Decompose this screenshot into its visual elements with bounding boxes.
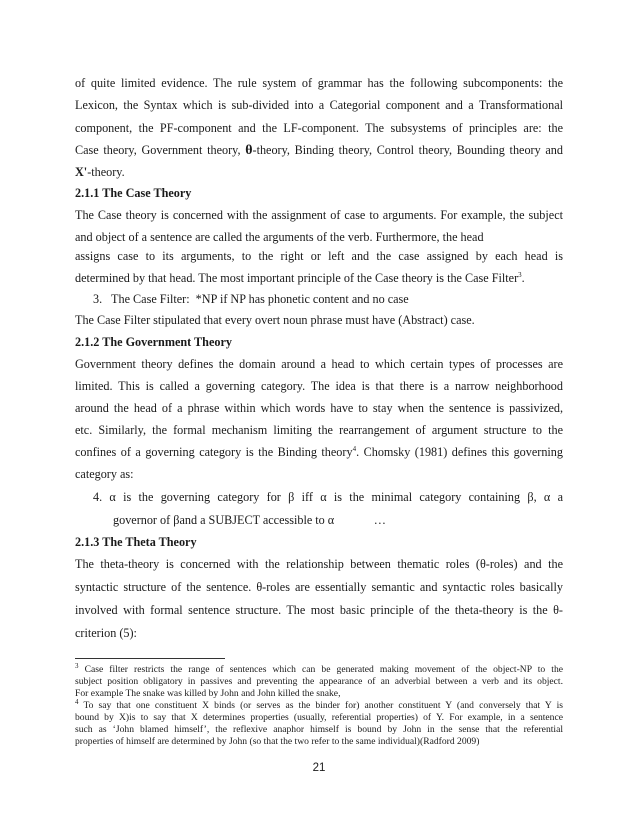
section-heading-case-theory: 2.1.1 The Case Theory	[75, 186, 192, 200]
body-line: component, the PF-component and the LF-component. The subsystems of principles are: the	[75, 121, 563, 135]
footnote-mark-4: 4	[75, 697, 79, 706]
example-4: 4. α is the governing category for β iff α is the minimal category containing β, α a	[93, 490, 563, 504]
text-run: To say that one constituent X binds (or serves as the binder for) another constituent Y (and conversely that Y is	[78, 700, 563, 711]
footnote-mark-3: 3	[75, 661, 79, 670]
footnote-4-line: such as ‘John blamed himself’, the reflexive anaphor himself is bound by John in the sense that the referential	[75, 724, 563, 735]
body-line	[75, 271, 563, 285]
body-line	[75, 143, 563, 158]
body-line: The Case theory is concerned with the assignment of case to arguments. For example, the subject	[75, 208, 563, 222]
text-run: .	[521, 271, 525, 285]
text-run: . Chomsky (1981) defines this governing	[356, 445, 563, 459]
body-line: involved with formal sentence structure. The most basic principle of the theta-theory is the θ-	[75, 603, 563, 617]
text-run: determined by that head. The most important principle of the Case theory is the Case Filter	[75, 271, 519, 285]
section-heading-government-theory: 2.1.2 The Government Theory	[75, 335, 232, 349]
page-number: 21	[312, 762, 326, 774]
text-run: -theory.	[87, 165, 125, 179]
body-line: The Case Filter stipulated that every overt noun phrase must have (Abstract) case.	[75, 313, 475, 327]
theta-symbol: θ	[245, 143, 253, 158]
body-line: assigns case to its arguments, to the right or left and the case assigned by each head is	[75, 249, 563, 263]
footnote-separator	[75, 658, 225, 659]
body-line: and object of a sentence are called the arguments of the verb. Furthermore, the head	[75, 230, 484, 244]
body-line: criterion (5):	[75, 626, 137, 640]
body-line	[75, 445, 563, 459]
footnote-3-line: For example The snake was killed by John and John killed the snake,	[75, 688, 341, 699]
body-line	[75, 165, 563, 179]
footnote-4-line	[75, 697, 563, 712]
footnote-3-line	[75, 661, 563, 676]
footnote-4-line: properties of himself are determined by John (so that the two refer to the same individual)(Radford 2009)	[75, 736, 480, 747]
body-line: around the head of a phrase within which words have to stay when the sentence is passivized,	[75, 401, 563, 415]
body-line: of quite limited evidence. The rule system of grammar has the following subcomponents: the	[75, 76, 563, 90]
body-line: category as:	[75, 467, 134, 481]
footnote-3-line: subject position obligatory in passives and preventing the appearance of an adverbial between a verb and its object.	[75, 676, 563, 687]
body-line: Government theory defines the domain around a head to which certain types of processes are	[75, 357, 563, 371]
footnote-ref-3: 3	[518, 270, 522, 279]
text-run: -theory, Binding theory, Control theory, Bounding theory and	[252, 143, 563, 157]
text-run: Case theory, Government theory,	[75, 143, 246, 157]
body-line: limited. This is called a governing category. The idea is that there is a narrow neighborhood	[75, 379, 563, 393]
body-line: syntactic structure of the sentence. θ-roles are essentially semantic and syntactic roles basically	[75, 580, 563, 594]
text-run: Case filter restricts the range of sentences which can be generated making movement of the object-NP to the	[78, 664, 563, 675]
footnote-4-line: bound by X)is to say that X determines properties (usually, referential properties) of Y. For example, in a sentence	[75, 712, 563, 723]
body-line: etc. Similarly, the formal mechanism limiting the rearrangement of argument structure to the	[75, 423, 563, 437]
section-heading-theta-theory: 2.1.3 The Theta Theory	[75, 535, 197, 549]
example-4-continued: governor of βand a SUBJECT accessible to α …	[113, 513, 386, 527]
body-line: Lexicon, the Syntax which is sub-divided into a Categorial component and a Transformational	[75, 98, 563, 112]
x-bar-symbol: X'	[75, 165, 88, 179]
example-3: 3. The Case Filter: *NP if NP has phonetic content and no case	[93, 292, 409, 306]
footnote-ref-4: 4	[352, 444, 357, 453]
text-run: confines of a governing category is the Binding theory	[75, 445, 353, 459]
body-line: The theta-theory is concerned with the relationship between thematic roles (θ-roles) and the	[75, 557, 563, 571]
